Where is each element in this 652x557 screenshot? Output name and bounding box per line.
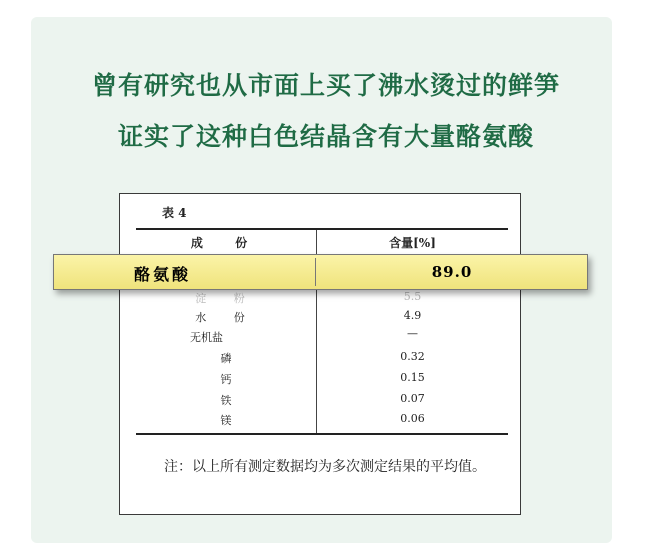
tyrosine-name: 酪氨酸 — [134, 265, 192, 284]
row-water-value: 4.9 — [403, 309, 422, 322]
row-water-name: 水 份 — [195, 311, 257, 324]
table-footnote: 注：以上所有测定数据均为多次测定结果的平均值。 — [164, 459, 486, 475]
headline-line-1: 曾有研究也从市面上买了沸水烫过的鲜笋 — [91, 71, 560, 100]
row-phosphorus-name: 磷 — [220, 352, 232, 365]
row-iron-name: 铁 — [220, 394, 232, 407]
table-title: 表 4 — [162, 206, 187, 220]
highlighted-tyrosine-row — [53, 254, 588, 290]
row-starch-value: 5.5 — [403, 290, 422, 303]
column-header-content: 含量[%] — [389, 236, 436, 250]
column-header-component: 成 份 — [190, 236, 262, 250]
row-minerals-name: 无机盐 — [190, 331, 223, 344]
tyrosine-value: 89.0 — [431, 263, 473, 281]
row-iron-value: 0.07 — [400, 392, 425, 405]
headline-line-2: 证实了这种白色结晶含有大量酪氨酸 — [117, 122, 534, 151]
row-starch-name: 淀 粉 — [195, 292, 257, 305]
row-phosphorus-value: 0.32 — [400, 350, 425, 363]
table-bottom-rule — [136, 433, 508, 435]
row-minerals-value: — — [407, 327, 418, 340]
row-calcium-name: 钙 — [220, 373, 232, 386]
table-top-rule — [136, 228, 508, 230]
row-calcium-value: 0.15 — [400, 371, 425, 384]
row-magnesium-name: 镁 — [220, 414, 232, 427]
scanned-table-document — [119, 193, 521, 515]
row-magnesium-value: 0.06 — [400, 412, 425, 425]
